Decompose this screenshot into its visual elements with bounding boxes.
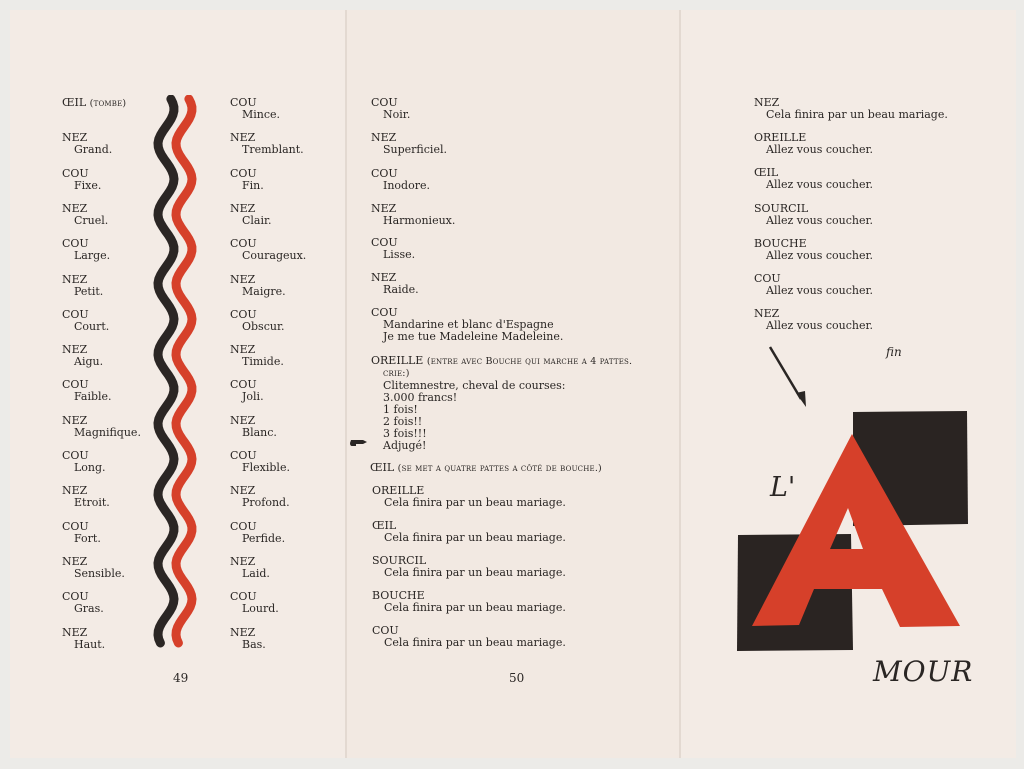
arrow-icon <box>765 343 815 413</box>
stage-direction: (entre avec Bouche qui marche a 4 pattes. <box>426 356 633 367</box>
page-number-left: 49 <box>173 671 189 685</box>
dialogue-entry <box>230 485 290 509</box>
speaker-name: COU <box>230 449 257 462</box>
dialogue-entry <box>62 132 112 156</box>
dialogue-entry <box>62 309 109 333</box>
speaker-name: NEZ <box>230 131 256 145</box>
speaker-name: COU <box>371 236 398 249</box>
dialogue-entry <box>230 309 285 333</box>
dialogue-entry <box>62 274 103 298</box>
speaker-name: NEZ <box>230 201 256 215</box>
speaker-name: NEZ <box>230 484 256 498</box>
dialogue-entry <box>62 238 110 262</box>
stage-direction: (se met a quatre pattes a côté de bouche.) <box>397 463 602 474</box>
speaker-line: Obscur. <box>242 319 285 333</box>
dialogue-entry <box>62 450 106 474</box>
speaker-name: COU <box>754 272 781 285</box>
speaker-name: NEZ <box>62 343 88 357</box>
speaker-line: Joli. <box>242 390 264 404</box>
oreille-auction <box>371 355 632 452</box>
speaker-name: COU <box>62 590 89 604</box>
speaker-line: Petit. <box>74 284 104 298</box>
dialogue-entry <box>230 556 270 580</box>
speaker-line: Je me tue Madeleine Madeleine. <box>383 330 564 343</box>
speaker-name: NEZ <box>230 625 256 639</box>
dialogue-entry <box>62 168 101 192</box>
speaker-name: NEZ <box>62 201 88 215</box>
dialogue-entry <box>372 485 566 509</box>
speaker-name: COU <box>230 237 257 251</box>
dialogue-entry <box>62 521 101 545</box>
speaker-line: Sensible. <box>74 566 125 580</box>
speaker-name: ŒIL <box>372 519 397 532</box>
speaker-line: Long. <box>74 461 106 474</box>
speaker-name: NEZ <box>62 413 88 427</box>
speaker-name: BOUCHE <box>372 589 425 602</box>
speaker-name: NEZ <box>230 413 256 427</box>
speaker-line: Court. <box>74 319 110 333</box>
dialogue-entry <box>372 625 566 649</box>
speaker-line: 2 fois!! <box>383 415 423 428</box>
speaker-name: COU <box>62 166 89 180</box>
page-fold-left <box>345 10 347 758</box>
auction-lines <box>371 380 632 452</box>
speaker-name: NEZ <box>371 131 397 144</box>
dialogue-entry <box>230 203 272 227</box>
speaker-line: Allez vous coucher. <box>766 143 874 157</box>
dialogue-entry <box>754 97 948 121</box>
speaker-name: SOURCIL <box>372 554 427 567</box>
speaker-name: OREILLE <box>371 354 424 367</box>
speaker-name: ŒIL <box>370 461 395 474</box>
dialogue-entry <box>62 97 126 110</box>
dialogue-entry <box>371 168 430 192</box>
page-number-middle: 50 <box>509 671 525 685</box>
speaker-line: Mandarine et blanc d'Espagne <box>383 318 554 331</box>
speaker-line: Laid. <box>242 566 270 580</box>
speaker-line: Profond. <box>242 496 290 510</box>
speaker-line: Cela finira par un beau mariage. <box>384 531 566 544</box>
dialogue-entry <box>230 521 285 545</box>
dialogue-entry <box>754 167 873 191</box>
dialogue-entry <box>371 203 455 227</box>
speaker-line: Allez vous coucher. <box>766 248 874 262</box>
black-wavy-line <box>158 99 174 643</box>
speaker-line: Haut. <box>74 637 106 651</box>
speaker-line: Blanc. <box>242 425 277 439</box>
speaker-name: COU <box>371 306 398 319</box>
speaker-line: Mince. <box>242 108 281 121</box>
speaker-name: COU <box>62 519 89 533</box>
dialogue-entry <box>230 238 306 262</box>
oeil-direction <box>370 462 602 475</box>
speaker-line: Cela finira par un beau mariage. <box>384 636 566 649</box>
speaker-line: Allez vous coucher. <box>766 319 874 333</box>
speaker-line: Cela finira par un beau mariage. <box>384 566 566 579</box>
dialogue-entry <box>372 590 566 614</box>
speaker-line: Etroit. <box>74 496 110 510</box>
dialogue-entry <box>371 307 563 343</box>
dialogue-entry <box>754 273 873 297</box>
dialogue-entry <box>230 274 286 298</box>
speaker-line: Maigre. <box>242 284 286 298</box>
wavy-lines-illustration <box>140 95 220 655</box>
speaker-name: COU <box>230 590 257 604</box>
dialogue-entry <box>230 97 280 121</box>
dialogue-entry <box>62 591 104 615</box>
red-wavy-line <box>176 99 192 643</box>
dialogue-entry <box>371 132 447 156</box>
pointing-hand-icon <box>350 437 368 447</box>
speaker-line: Fin. <box>242 178 264 192</box>
speaker-line: Cela finira par un beau mariage. <box>766 108 948 121</box>
speaker-line: 3.000 francs! <box>383 391 458 404</box>
speaker-line: Cela finira par un beau mariage. <box>384 496 566 509</box>
speaker-name: NEZ <box>62 272 88 286</box>
dialogue-entry <box>230 344 284 368</box>
dialogue-entry <box>230 627 266 651</box>
speaker-line: Courageux. <box>242 249 307 263</box>
speaker-name: COU <box>230 96 257 109</box>
speaker-line: Bas. <box>242 637 266 651</box>
speaker-name: NEZ <box>230 554 256 568</box>
speaker-line: Lisse. <box>383 248 416 261</box>
page-fold-right <box>679 10 681 758</box>
dialogue-entry <box>372 520 566 544</box>
dialogue-entry <box>371 237 415 261</box>
speaker-line: Raide. <box>383 283 419 296</box>
dialogue-entry <box>230 591 279 615</box>
dialogue-entry <box>62 485 110 509</box>
fin-label: fin <box>886 345 902 359</box>
speaker-line: Harmonieux. <box>383 214 456 227</box>
speaker-name: ŒIL (tombe) <box>62 96 127 109</box>
speaker-name: BOUCHE <box>754 236 807 250</box>
speaker-name: ŒIL <box>754 166 779 180</box>
dialogue-entry <box>62 344 103 368</box>
speaker-line: Tremblant. <box>242 143 304 157</box>
speaker-name: COU <box>62 449 89 462</box>
dialogue-entry <box>230 379 264 403</box>
speaker-line: Cruel. <box>74 213 109 227</box>
speaker-name: NEZ <box>62 554 88 568</box>
dialogue-entry <box>754 203 873 227</box>
speaker-name: NEZ <box>230 343 256 357</box>
dialogue-entry <box>230 168 264 192</box>
dialogue-entry <box>371 272 419 296</box>
speaker-line: Cela finira par un beau mariage. <box>384 601 566 614</box>
dialogue-entry <box>372 555 566 579</box>
dialogue-entry <box>62 203 108 227</box>
speaker-line: 3 fois!!! <box>383 427 427 440</box>
speaker-name: SOURCIL <box>754 201 809 215</box>
amour-word: MOUR <box>873 655 974 688</box>
speaker-line: 1 fois! <box>383 403 418 416</box>
speaker-name: NEZ <box>62 131 88 145</box>
speaker-line: Adjugé! <box>383 439 427 452</box>
speaker-name: NEZ <box>62 484 88 498</box>
dialogue-entry <box>230 450 290 474</box>
speaker-name: COU <box>230 378 257 392</box>
speaker-name: COU <box>371 96 398 109</box>
speaker-name: NEZ <box>371 202 397 215</box>
stage-direction-cont: crie:) <box>383 368 410 379</box>
speaker-line: Fixe. <box>74 178 102 192</box>
speaker-line: Allez vous coucher. <box>766 213 874 227</box>
speaker-name: OREILLE <box>372 484 425 497</box>
dialogue-entry <box>754 238 873 262</box>
speaker-name: COU <box>62 378 89 392</box>
speaker-line: Flexible. <box>242 461 290 474</box>
dialogue-entry <box>62 556 125 580</box>
speaker-line: Magnifique. <box>74 425 141 439</box>
dialogue-entry <box>754 308 873 332</box>
dialogue-entry <box>371 97 410 121</box>
speaker-line: Gras. <box>74 602 104 616</box>
speaker-line: Fort. <box>74 531 101 545</box>
speaker-name: OREILLE <box>754 131 807 145</box>
speaker-name: COU <box>372 624 399 637</box>
dialogue-entry <box>230 132 304 156</box>
dialogue-entry <box>230 415 277 439</box>
speaker-name: COU <box>62 307 89 321</box>
speaker-name: COU <box>371 167 398 180</box>
speaker-line: Large. <box>74 249 111 263</box>
speaker-line: Noir. <box>383 108 411 121</box>
speaker-line: Perfide. <box>242 531 286 545</box>
speaker-line: Lourd. <box>242 602 279 616</box>
speaker-name: COU <box>230 519 257 533</box>
amour-letter-illustration <box>735 408 971 658</box>
speaker-name: COU <box>62 237 89 251</box>
speaker-name: NEZ <box>754 307 780 321</box>
speaker-line: Clitemnestre, cheval de courses: <box>383 379 566 392</box>
speaker-line: Faible. <box>74 390 112 404</box>
speaker-name: NEZ <box>371 271 397 284</box>
stage-direction: (tombe) <box>89 98 127 109</box>
dialogue-entry <box>62 415 141 439</box>
speaker-name: NEZ <box>230 272 256 286</box>
speaker-line: Inodore. <box>383 179 430 192</box>
speaker-line: Allez vous coucher. <box>766 284 874 297</box>
speaker-name: COU <box>230 307 257 321</box>
amour-prefix: L' <box>770 472 796 503</box>
speaker-line: Allez vous coucher. <box>766 178 874 192</box>
speaker-name: NEZ <box>754 96 780 109</box>
dialogue-entry <box>62 379 112 403</box>
speaker-line: Grand. <box>74 143 113 157</box>
dialogue-entry <box>62 627 105 651</box>
speaker-name: COU <box>230 166 257 180</box>
speaker-line: Superficiel. <box>383 143 447 156</box>
speaker-line: Clair. <box>242 213 272 227</box>
speaker-line: Aigu. <box>74 355 104 369</box>
speaker-name: NEZ <box>62 625 88 639</box>
speaker-line: Timide. <box>242 355 284 369</box>
dialogue-entry <box>754 132 873 156</box>
